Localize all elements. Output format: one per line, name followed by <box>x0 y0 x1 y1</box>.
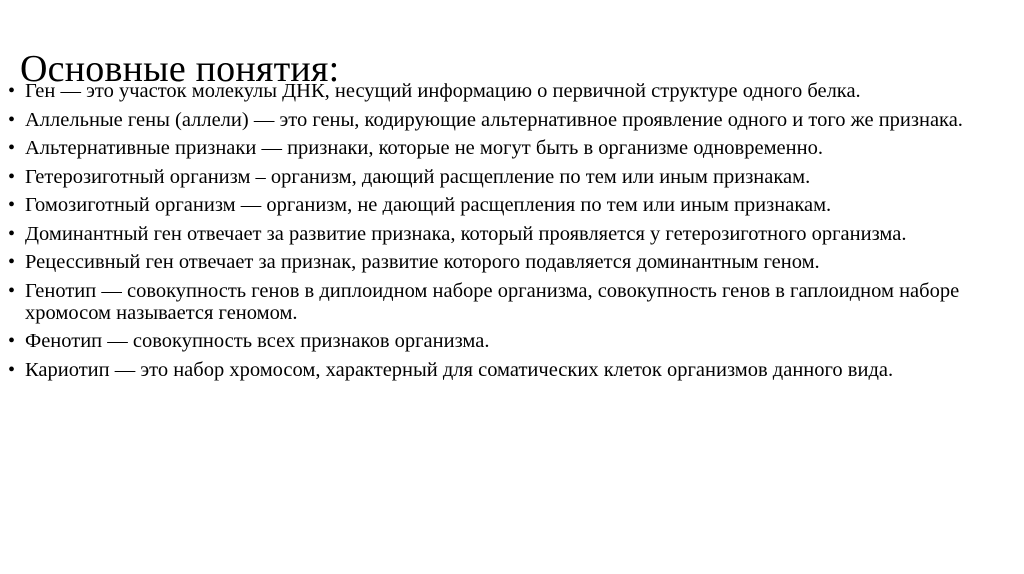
definition-gene <box>0 80 1024 102</box>
bullet-icon: • <box>8 279 16 302</box>
bullet-icon: • <box>8 330 16 352</box>
bullet-icon: • <box>8 358 16 381</box>
definition-dominant-gene <box>0 223 1024 245</box>
definition-text: Рецессивный ген отвечает за признак, развитие которого подавляется доминантным геном. <box>25 251 820 273</box>
definition-genotype <box>0 280 1024 324</box>
bullet-icon: • <box>8 137 16 159</box>
definition-text: Аллельные гены (аллели) — это гены, кодирующие альтернативное проявление одного и того же признака. <box>25 108 963 131</box>
definition-text: Доминантный ген отвечает за развитие признака, который проявляется у гетерозиготного организма. <box>25 222 907 245</box>
definition-text: Гомозиготный организм — организм, не дающий расщепления по тем или иным признакам. <box>25 194 832 216</box>
slide-title: Основные понятия: <box>20 48 340 91</box>
definition-text: Гетерозиготный организм – организм, дающий расщепление по тем или иным признакам. <box>25 165 811 188</box>
definition-alternative-traits <box>0 137 1024 159</box>
definition-text: Ген — это участок молекулы ДНК, несущий информацию о первичной структуре одного белка. <box>25 80 861 102</box>
bullet-icon: • <box>8 194 16 216</box>
definition-heterozygous <box>0 166 1024 188</box>
definitions-list <box>0 80 1024 387</box>
definition-recessive-gene <box>0 251 1024 273</box>
definition-text: Фенотип — совокупность всех признаков организма. <box>25 330 490 352</box>
bullet-icon: • <box>8 222 16 245</box>
definition-text: Кариотип — это набор хромосом, характерный для соматических клеток организмов данного вида. <box>25 358 894 381</box>
bullet-icon: • <box>8 80 16 102</box>
definition-text: Генотип — совокупность генов в диплоидном наборе организма, совокупность генов в гаплоидном наборе хромосом называется геномом. <box>25 279 960 324</box>
bullet-icon: • <box>8 108 16 131</box>
definition-karyotype <box>0 359 1024 381</box>
definition-text: Альтернативные признаки — признаки, которые не могут быть в организме одновременно. <box>25 137 823 159</box>
bullet-icon: • <box>8 165 16 188</box>
bullet-icon: • <box>8 251 16 273</box>
definition-homozygous <box>0 194 1024 216</box>
definition-alleles <box>0 109 1024 131</box>
definition-phenotype <box>0 330 1024 352</box>
